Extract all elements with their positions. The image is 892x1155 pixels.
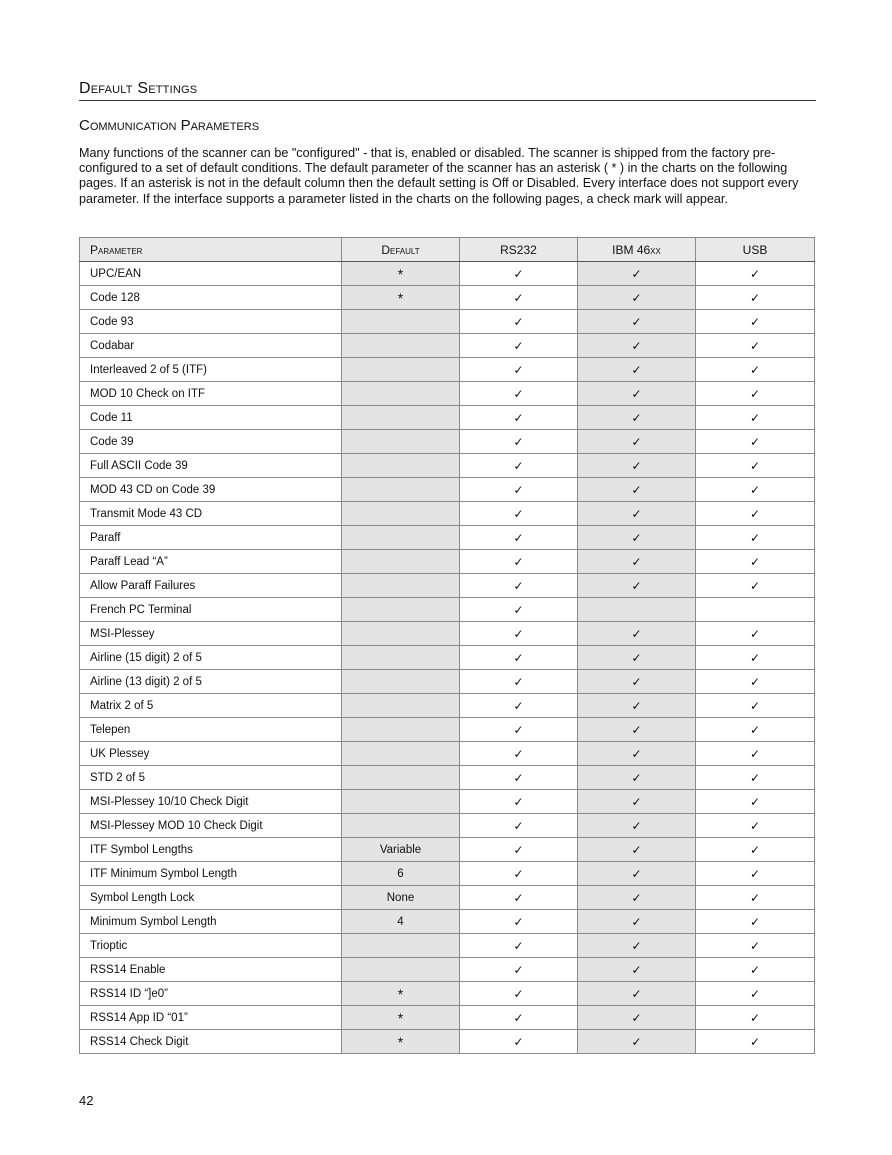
ibm-46xx-cell: ✓ — [578, 958, 696, 982]
default-cell — [342, 814, 460, 838]
ibm-46xx-cell: ✓ — [578, 838, 696, 862]
default-cell — [342, 934, 460, 958]
rs232-cell: ✓ — [460, 310, 578, 334]
header-ibm-46xx: IBM 46xx — [578, 238, 696, 262]
usb-cell: ✓ — [696, 454, 815, 478]
parameter-cell: ITF Minimum Symbol Length — [80, 862, 342, 886]
default-cell: None — [342, 886, 460, 910]
ibm-46xx-cell: ✓ — [578, 550, 696, 574]
header-rs232: RS232 — [460, 238, 578, 262]
rs232-cell: ✓ — [460, 262, 578, 286]
header-parameter: Parameter — [80, 238, 342, 262]
ibm-46xx-cell: ✓ — [578, 1006, 696, 1030]
parameter-cell: Paraff — [80, 526, 342, 550]
rs232-cell: ✓ — [460, 598, 578, 622]
rs232-cell: ✓ — [460, 670, 578, 694]
table-row — [80, 286, 815, 310]
ibm-46xx-cell: ✓ — [578, 526, 696, 550]
usb-cell: ✓ — [696, 790, 815, 814]
usb-cell: ✓ — [696, 646, 815, 670]
parameter-cell: UK Plessey — [80, 742, 342, 766]
table-row — [80, 838, 815, 862]
parameter-cell: Code 128 — [80, 286, 342, 310]
subsection-title: Communication Parameters — [79, 117, 260, 134]
parameter-cell: Full ASCII Code 39 — [80, 454, 342, 478]
ibm-46xx-cell: ✓ — [578, 694, 696, 718]
parameter-cell: MOD 43 CD on Code 39 — [80, 478, 342, 502]
default-cell — [342, 334, 460, 358]
rs232-cell: ✓ — [460, 814, 578, 838]
ibm-46xx-cell: ✓ — [578, 862, 696, 886]
table-header-row — [80, 238, 815, 262]
rs232-cell: ✓ — [460, 718, 578, 742]
default-cell: 6 — [342, 862, 460, 886]
rs232-cell: ✓ — [460, 358, 578, 382]
parameter-cell: Telepen — [80, 718, 342, 742]
table-row — [80, 1006, 815, 1030]
usb-cell: ✓ — [696, 694, 815, 718]
default-cell — [342, 958, 460, 982]
ibm-46xx-cell: ✓ — [578, 910, 696, 934]
table-row — [80, 790, 815, 814]
rs232-cell: ✓ — [460, 286, 578, 310]
default-cell: Variable — [342, 838, 460, 862]
rs232-cell: ✓ — [460, 1006, 578, 1030]
usb-cell: ✓ — [696, 718, 815, 742]
ibm-46xx-cell: ✓ — [578, 454, 696, 478]
table-row — [80, 406, 815, 430]
ibm-46xx-cell: ✓ — [578, 334, 696, 358]
default-cell — [342, 766, 460, 790]
ibm-46xx-cell: ✓ — [578, 502, 696, 526]
usb-cell: ✓ — [696, 478, 815, 502]
parameter-cell: RSS14 App ID “01” — [80, 1006, 342, 1030]
default-cell — [342, 358, 460, 382]
parameter-cell: UPC/EAN — [80, 262, 342, 286]
usb-cell: ✓ — [696, 358, 815, 382]
ibm-46xx-cell: ✓ — [578, 718, 696, 742]
table-row — [80, 742, 815, 766]
table-row — [80, 910, 815, 934]
usb-cell: ✓ — [696, 670, 815, 694]
parameter-cell: RSS14 Check Digit — [80, 1030, 342, 1054]
ibm-46xx-cell: ✓ — [578, 406, 696, 430]
rs232-cell: ✓ — [460, 478, 578, 502]
ibm-46xx-cell: ✓ — [578, 358, 696, 382]
default-cell — [342, 382, 460, 406]
table-row — [80, 814, 815, 838]
table-row — [80, 934, 815, 958]
parameter-cell: Code 39 — [80, 430, 342, 454]
table-row — [80, 766, 815, 790]
usb-cell — [696, 598, 815, 622]
parameter-cell: Matrix 2 of 5 — [80, 694, 342, 718]
parameter-cell: Trioptic — [80, 934, 342, 958]
parameter-cell: ITF Symbol Lengths — [80, 838, 342, 862]
default-cell — [342, 526, 460, 550]
usb-cell: ✓ — [696, 886, 815, 910]
parameter-cell: MOD 10 Check on ITF — [80, 382, 342, 406]
table-row — [80, 310, 815, 334]
table-row — [80, 574, 815, 598]
default-cell — [342, 622, 460, 646]
table-row — [80, 622, 815, 646]
ibm-46xx-cell: ✓ — [578, 622, 696, 646]
usb-cell: ✓ — [696, 1030, 815, 1054]
ibm-46xx-cell: ✓ — [578, 646, 696, 670]
rs232-cell: ✓ — [460, 526, 578, 550]
usb-cell: ✓ — [696, 262, 815, 286]
usb-cell: ✓ — [696, 742, 815, 766]
table-row — [80, 550, 815, 574]
usb-cell: ✓ — [696, 310, 815, 334]
default-cell: * — [342, 1006, 460, 1030]
parameter-cell: MSI-Plessey 10/10 Check Digit — [80, 790, 342, 814]
usb-cell: ✓ — [696, 934, 815, 958]
section-title: Default Settings — [79, 79, 816, 101]
default-cell — [342, 454, 460, 478]
table-row — [80, 358, 815, 382]
default-cell — [342, 694, 460, 718]
table-row — [80, 382, 815, 406]
rs232-cell: ✓ — [460, 766, 578, 790]
table-row — [80, 886, 815, 910]
ibm-46xx-cell: ✓ — [578, 574, 696, 598]
rs232-cell: ✓ — [460, 334, 578, 358]
usb-cell: ✓ — [696, 1006, 815, 1030]
usb-cell: ✓ — [696, 958, 815, 982]
ibm-46xx-cell: ✓ — [578, 310, 696, 334]
default-cell: * — [342, 262, 460, 286]
rs232-cell: ✓ — [460, 1030, 578, 1054]
default-cell: * — [342, 982, 460, 1006]
parameter-cell: Code 11 — [80, 406, 342, 430]
table-body — [80, 262, 815, 1054]
default-cell — [342, 718, 460, 742]
parameter-cell: MSI-Plessey — [80, 622, 342, 646]
parameter-cell: RSS14 Enable — [80, 958, 342, 982]
table-row — [80, 1030, 815, 1054]
table-row — [80, 454, 815, 478]
usb-cell: ✓ — [696, 766, 815, 790]
parameter-cell: Allow Paraff Failures — [80, 574, 342, 598]
ibm-46xx-cell: ✓ — [578, 886, 696, 910]
parameter-cell: Paraff Lead “A” — [80, 550, 342, 574]
table-row — [80, 718, 815, 742]
default-cell — [342, 478, 460, 502]
default-cell — [342, 430, 460, 454]
ibm-46xx-cell: ✓ — [578, 1030, 696, 1054]
usb-cell: ✓ — [696, 550, 815, 574]
rs232-cell: ✓ — [460, 838, 578, 862]
default-cell — [342, 310, 460, 334]
rs232-cell: ✓ — [460, 958, 578, 982]
usb-cell: ✓ — [696, 982, 815, 1006]
ibm-46xx-cell: ✓ — [578, 982, 696, 1006]
rs232-cell: ✓ — [460, 502, 578, 526]
parameter-cell: Codabar — [80, 334, 342, 358]
usb-cell: ✓ — [696, 502, 815, 526]
ibm-46xx-cell: ✓ — [578, 286, 696, 310]
ibm-46xx-cell: ✓ — [578, 742, 696, 766]
ibm-46xx-cell — [578, 598, 696, 622]
ibm-46xx-cell: ✓ — [578, 790, 696, 814]
rs232-cell: ✓ — [460, 910, 578, 934]
default-cell — [342, 646, 460, 670]
default-cell: 4 — [342, 910, 460, 934]
usb-cell: ✓ — [696, 334, 815, 358]
table-row — [80, 670, 815, 694]
default-cell — [342, 670, 460, 694]
parameters-table — [79, 237, 815, 1054]
table-row — [80, 646, 815, 670]
parameter-cell: MSI-Plessey MOD 10 Check Digit — [80, 814, 342, 838]
usb-cell: ✓ — [696, 406, 815, 430]
usb-cell: ✓ — [696, 622, 815, 646]
parameter-cell: Airline (13 digit) 2 of 5 — [80, 670, 342, 694]
default-cell — [342, 598, 460, 622]
rs232-cell: ✓ — [460, 742, 578, 766]
table-row — [80, 262, 815, 286]
usb-cell: ✓ — [696, 838, 815, 862]
table-row — [80, 694, 815, 718]
default-cell — [342, 790, 460, 814]
table-row — [80, 526, 815, 550]
ibm-46xx-cell: ✓ — [578, 430, 696, 454]
ibm-46xx-cell: ✓ — [578, 478, 696, 502]
ibm-46xx-cell: ✓ — [578, 766, 696, 790]
table-row — [80, 478, 815, 502]
usb-cell: ✓ — [696, 286, 815, 310]
table-row — [80, 334, 815, 358]
usb-cell: ✓ — [696, 430, 815, 454]
rs232-cell: ✓ — [460, 430, 578, 454]
default-cell — [342, 502, 460, 526]
rs232-cell: ✓ — [460, 382, 578, 406]
rs232-cell: ✓ — [460, 574, 578, 598]
header-usb: USB — [696, 238, 815, 262]
ibm-46xx-cell: ✓ — [578, 934, 696, 958]
ibm-46xx-cell: ✓ — [578, 262, 696, 286]
usb-cell: ✓ — [696, 574, 815, 598]
parameter-cell: Minimum Symbol Length — [80, 910, 342, 934]
default-cell — [342, 742, 460, 766]
parameter-cell: RSS14 ID “]e0” — [80, 982, 342, 1006]
table-row — [80, 502, 815, 526]
header-default: Default — [342, 238, 460, 262]
ibm-46xx-cell: ✓ — [578, 382, 696, 406]
ibm-46xx-cell: ✓ — [578, 814, 696, 838]
rs232-cell: ✓ — [460, 862, 578, 886]
default-cell: * — [342, 1030, 460, 1054]
rs232-cell: ✓ — [460, 934, 578, 958]
parameter-cell: STD 2 of 5 — [80, 766, 342, 790]
page-number: 42 — [79, 1093, 94, 1108]
rs232-cell: ✓ — [460, 982, 578, 1006]
usb-cell: ✓ — [696, 910, 815, 934]
rs232-cell: ✓ — [460, 454, 578, 478]
rs232-cell: ✓ — [460, 790, 578, 814]
rs232-cell: ✓ — [460, 886, 578, 910]
ibm-46xx-cell: ✓ — [578, 670, 696, 694]
parameter-cell: French PC Terminal — [80, 598, 342, 622]
parameter-cell: Transmit Mode 43 CD — [80, 502, 342, 526]
rs232-cell: ✓ — [460, 646, 578, 670]
default-cell: * — [342, 286, 460, 310]
table-row — [80, 982, 815, 1006]
default-cell — [342, 406, 460, 430]
table-row — [80, 958, 815, 982]
parameter-cell: Symbol Length Lock — [80, 886, 342, 910]
table-row — [80, 862, 815, 886]
rs232-cell: ✓ — [460, 550, 578, 574]
rs232-cell: ✓ — [460, 694, 578, 718]
rs232-cell: ✓ — [460, 406, 578, 430]
usb-cell: ✓ — [696, 526, 815, 550]
default-cell — [342, 574, 460, 598]
usb-cell: ✓ — [696, 862, 815, 886]
usb-cell: ✓ — [696, 382, 815, 406]
intro-paragraph: Many functions of the scanner can be "configured" - that is, enabled or disabled. The scanner is shipped from the factory pre-configured to a set of default conditions. The default parameter of the scanner has an asterisk ( * ) in the charts on the following pages. If an asterisk is not in the default column then the default setting is Off or Disabled. Every interface does not support every parameter. If the interface supports a parameter listed in the charts on the following pages, a check mark will appear. — [79, 146, 799, 206]
usb-cell: ✓ — [696, 814, 815, 838]
rs232-cell: ✓ — [460, 622, 578, 646]
table-row — [80, 430, 815, 454]
parameter-cell: Interleaved 2 of 5 (ITF) — [80, 358, 342, 382]
parameter-cell: Code 93 — [80, 310, 342, 334]
table-row — [80, 598, 815, 622]
default-cell — [342, 550, 460, 574]
parameter-cell: Airline (15 digit) 2 of 5 — [80, 646, 342, 670]
